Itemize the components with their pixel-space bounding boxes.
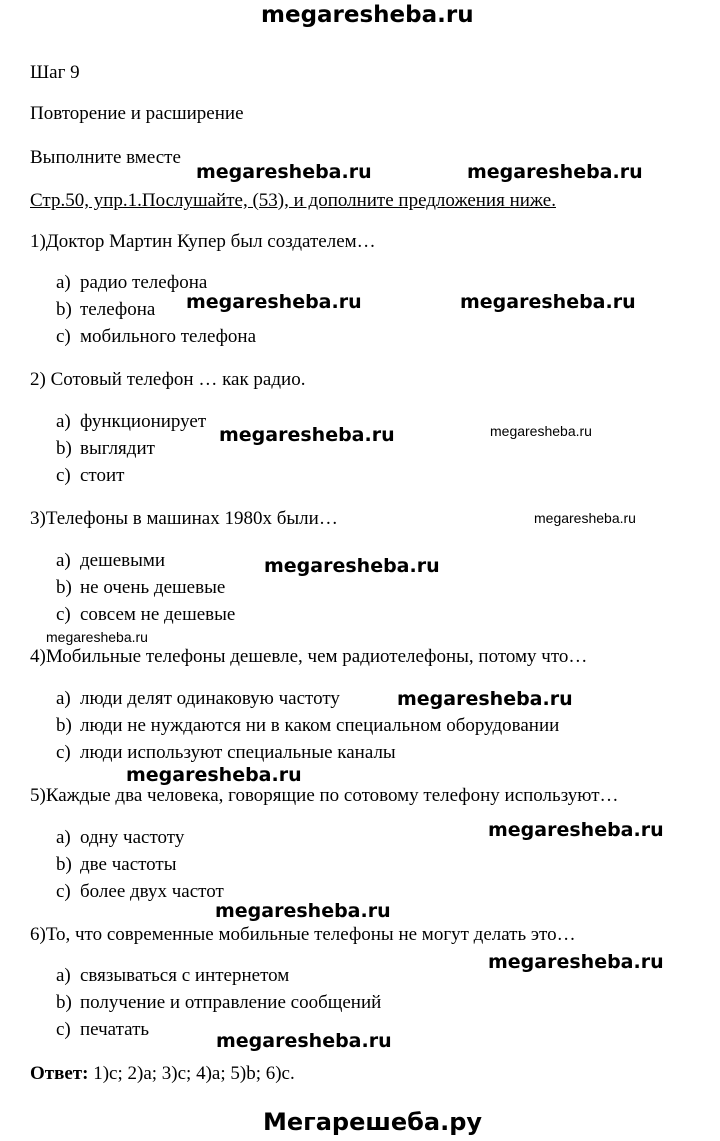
subtitle: Выполните вместе [30,147,181,168]
watermark-small: megaresheba.ru [490,423,592,439]
option-text: люди делят одинаковую частоту [80,688,340,709]
footer-site-name: Мегарешеба.ру [263,1108,483,1136]
watermark: megaresheba.ru [467,161,643,183]
option-letter: a) [56,272,71,293]
option-text: телефона [80,299,156,320]
option-text: печатать [80,1019,150,1040]
option-4a [56,688,340,710]
option-letter: c) [56,881,71,902]
option-text: стоит [80,465,125,486]
question-4: 4)Мобильные телефоны дешевле, чем радиотелефоны, потому что… [30,646,588,667]
watermark: megaresheba.ru [460,291,636,313]
answer-text: 1)c; 2)a; 3)c; 4)a; 5)b; 6)c. [88,1063,295,1084]
header-site-name: megaresheba.ru [261,2,474,28]
option-letter: c) [56,604,71,625]
option-2a [56,411,206,433]
watermark: megaresheba.ru [196,161,372,183]
watermark: megaresheba.ru [488,819,664,841]
option-1c [56,326,256,348]
option-text: две частоты [80,854,177,875]
watermark: megaresheba.ru [488,951,664,973]
option-letter: c) [56,465,71,486]
option-text: одну частоту [80,827,185,848]
watermark-small: megaresheba.ru [46,629,148,645]
option-6c [56,1019,149,1041]
option-letter: c) [56,326,71,347]
option-letter: a) [56,411,71,432]
option-5b [56,854,177,876]
watermark-small: megaresheba.ru [534,510,636,526]
option-text: связываться с интернетом [80,965,290,986]
option-text: более двух частот [80,881,224,902]
question-2: 2) Сотовый телефон … как радио. [30,369,306,390]
option-letter: c) [56,1019,71,1040]
watermark: megaresheba.ru [397,688,573,710]
option-letter: c) [56,742,71,763]
question-1: 1)Доктор Мартин Купер был создателем… [30,231,376,252]
option-5a [56,827,184,849]
option-4c [56,742,396,764]
answer-label: Ответ: [30,1063,89,1084]
option-letter: b) [56,854,72,875]
option-text: получение и отправление сообщений [80,992,382,1013]
option-3c [56,604,235,626]
option-text: совсем не дешевые [80,604,236,625]
option-text: не очень дешевые [80,577,226,598]
option-letter: b) [56,992,72,1013]
option-text: люди не нуждаются ни в каком специальном оборудовании [80,715,560,736]
question-5: 5)Каждые два человека, говорящие по сотовому телефону используют… [30,785,619,806]
option-6a [56,965,289,987]
option-letter: a) [56,688,71,709]
question-6: 6)То, что современные мобильные телефоны не могут делать это… [30,924,576,945]
option-5c [56,881,224,903]
option-letter: b) [56,715,72,736]
option-text: функционирует [80,411,207,432]
watermark: megaresheba.ru [215,900,391,922]
option-text: дешевыми [80,550,166,571]
option-3a [56,550,165,572]
answer [30,1063,295,1085]
step-title: Шаг 9 [30,62,80,83]
option-2b [56,438,155,460]
section-title: Повторение и расширение [30,103,244,124]
watermark: megaresheba.ru [264,555,440,577]
option-3b [56,577,225,599]
watermark: megaresheba.ru [219,424,395,446]
option-text: выглядит [80,438,155,459]
option-text: мобильного телефона [80,326,257,347]
option-letter: a) [56,550,71,571]
option-letter: b) [56,299,72,320]
option-letter: b) [56,577,72,598]
option-text: люди используют специальные каналы [80,742,396,763]
watermark: megaresheba.ru [216,1030,392,1052]
option-1b [56,299,155,321]
option-1a [56,272,207,294]
option-letter: b) [56,438,72,459]
option-2c [56,465,124,487]
watermark: megaresheba.ru [186,291,362,313]
option-letter: a) [56,965,71,986]
question-3: 3)Телефоны в машинах 1980х были… [30,508,338,529]
option-4b [56,715,559,737]
option-letter: a) [56,827,71,848]
option-text: радио телефона [80,272,208,293]
watermark: megaresheba.ru [126,764,302,786]
option-6b [56,992,381,1014]
instruction: Стр.50, упр.1.Послушайте, (53), и дополните предложения ниже. [30,190,556,211]
